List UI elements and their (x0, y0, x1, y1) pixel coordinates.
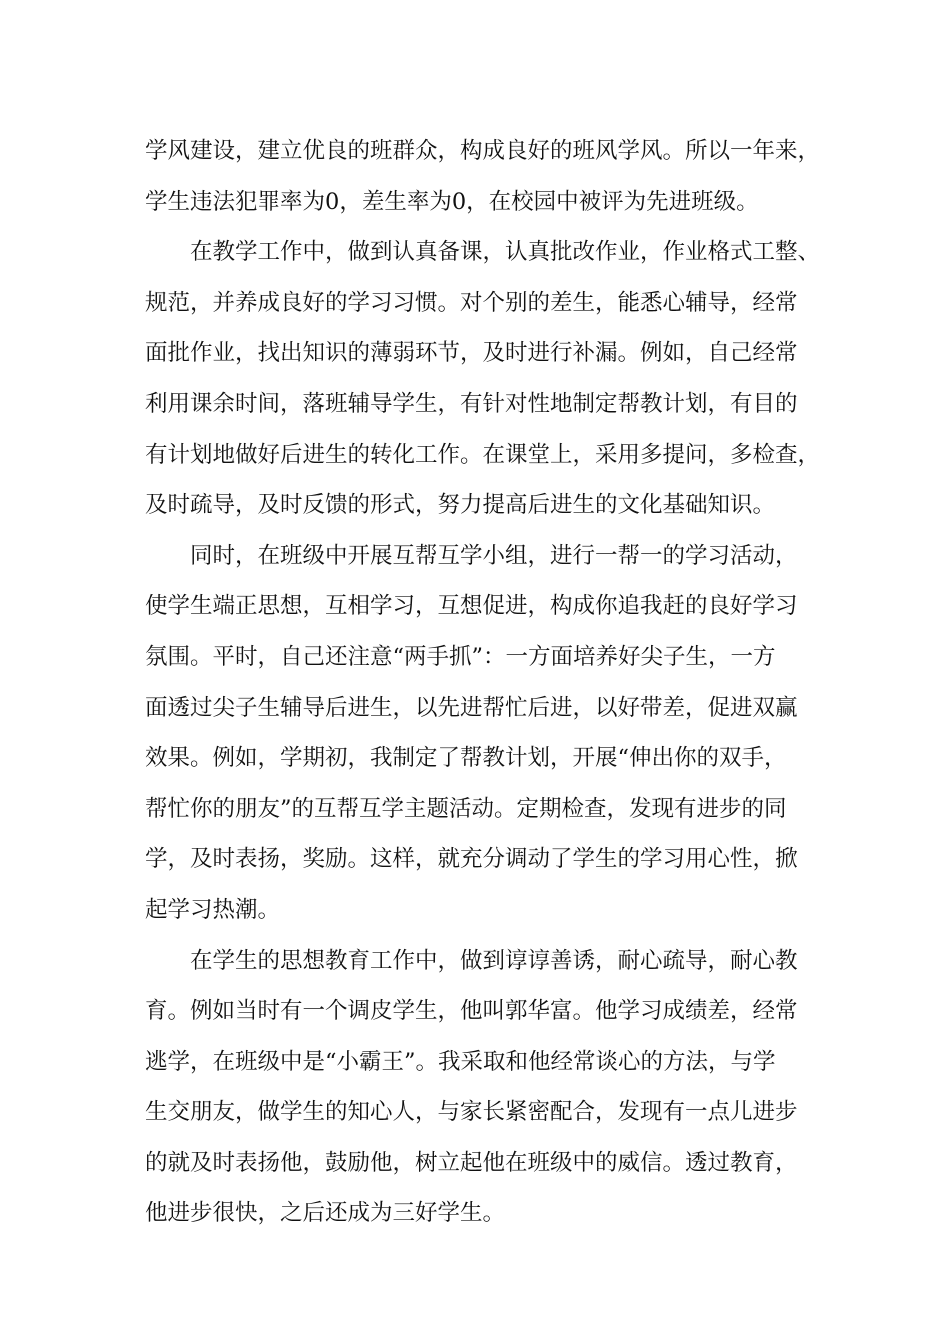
text-line: 规范，并养成良好的学习习惯。对个别的差生，能悉心辅导，经常 (145, 289, 798, 316)
text-line: 他进步很快，之后还成为三好学生。 (145, 1200, 506, 1227)
text-line: 育。例如当时有一个调皮学生，他叫郭华富。他学习成绩差，经常 (145, 998, 798, 1025)
text-line: 及时疏导，及时反馈的形式，努力提高后进生的文化基础知识。 (145, 492, 776, 519)
text-line: 的就及时表扬他，鼓励他，树立起他在班级中的威信。透过教育， (145, 1149, 798, 1176)
text-line: 起学习热潮。 (145, 896, 281, 923)
paragraph-1 (145, 126, 821, 227)
text-line: 面批作业，找出知识的薄弱环节，及时进行补漏。例如，自己经常 (145, 340, 798, 367)
text-line: 帮忙你的朋友”的互帮互学主题活动。定期检查，发现有进步的同 (145, 795, 787, 822)
text-line: 使学生端正思想，互相学习，互想促进，构成你追我赶的良好学习 (145, 593, 798, 620)
text-line: 面透过尖子生辅导后进生，以先进帮忙后进，以好带差，促进双赢 (145, 694, 798, 721)
document-body (145, 126, 821, 1239)
text-line: 学，及时表扬，奖励。这样，就充分调动了学生的学习用心性，掀 (145, 846, 798, 873)
text-line: 学风建设，建立优良的班群众，构成良好的班风学风。所以一年来， (145, 138, 821, 164)
paragraph-3 (145, 531, 810, 936)
text-line: 氛围。平时，自己还注意“两手抓”：一方面培养好尖子生，一方 (145, 643, 776, 670)
paragraph-2 (145, 227, 821, 531)
paragraph-4 (145, 936, 810, 1240)
text-line: 效果。例如，学期初，我制定了帮教计划，开展“伸出你的双手， (145, 745, 787, 772)
text-line: 有计划地做好后进生的转化工作。在课堂上，采用多提问，多检查， (145, 441, 821, 468)
text-line: 逃学，在班级中是“小霸王”。我采取和他经常谈心的方法，与学 (145, 1048, 776, 1075)
text-line: 在学生的思想教育工作中，做到谆谆善诱，耐心疏导，耐心教 (145, 947, 798, 974)
text-line: 同时，在班级中开展互帮互学小组，进行一帮一的学习活动， (145, 542, 798, 569)
text-line: 学生违法犯罪率为0，差生率为0，在校园中被评为先进班级。 (145, 188, 759, 215)
text-line: 利用课余时间，落班辅导学生，有针对性地制定帮教计划，有目的 (145, 390, 798, 417)
text-line: 在教学工作中，做到认真备课，认真批改作业，作业格式工整、 (145, 239, 821, 266)
text-line: 生交朋友，做学生的知心人，与家长紧密配合，发现有一点儿进步 (145, 1099, 798, 1126)
